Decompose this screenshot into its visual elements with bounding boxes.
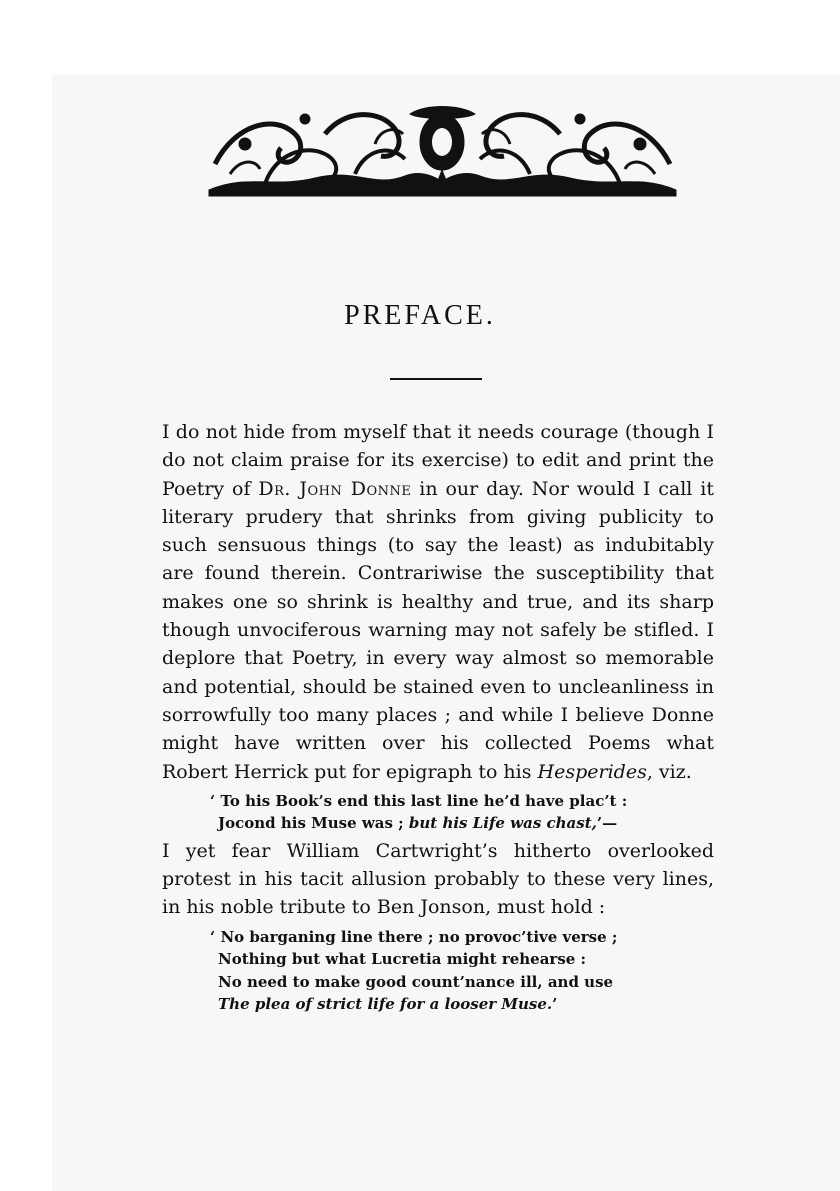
cartwright-line-1: ‘ No barganing line there ; no provoc’tive verse ; [210,927,618,946]
book-title-hesperides: Hesperides [537,760,647,783]
cartwright-line-4-italic: The plea of strict life for a looser Muse. [218,995,553,1014]
epigraph-line-1: ‘ To his Book’s end this last line he’d have plac’t : [210,791,628,810]
author-name: Dr. John Donne [258,477,412,500]
epigraph-quote [210,790,714,835]
title-divider-rule [390,378,482,380]
cartwright-line-4 [210,993,714,1016]
floral-headpiece-ornament [205,104,680,200]
paragraph-1-text-a: I do not hide from myself that it needs courage (though I do not claim praise for its exercise) to edit and print the Poetry of [162,421,714,500]
cartwright-quote [210,926,714,1016]
epigraph-line-2 [210,812,714,835]
paragraph-1-end: , viz. [646,760,692,783]
paragraph-1-text-b: in our day. Nor would I call it literary prudery that shrinks from giving publicity to such sensuous things (to say the least) as indubitably are found therein. Contrariwise the susceptibility that makes one so shrink is healthy and true, and its sharp though unvociferous warning may not safely be stifled. I deplore that Poetry, in every way almost so memorable and potential, should be stained even to uncleanliness in sorrowfully too many places ; and while I believe Donne might have written over his collected Poems what Robert Herrick put for epigraph to his [162,477,714,783]
epigraph-line-2-italic: but his Life was chast, [408,814,597,833]
epigraph-line-2-plain: Jocond his Muse was ; [218,814,409,833]
cartwright-line-4-end: ’ [552,995,558,1014]
page-title: PREFACE. [344,300,496,331]
cartwright-line-2: Nothing but what Lucretia might rehearse : [218,950,587,969]
cartwright-line-3: No need to make good count’nance ill, and use [218,972,614,991]
epigraph-line-2-end: ’— [596,814,618,833]
preface-body [162,418,714,1018]
paragraph-1 [162,418,714,786]
paragraph-2: I yet fear William Cartwright’s hitherto overlooked protest in his tacit allusion probably to these very lines, in his noble tribute to Ben Jonson, must hold : [162,839,714,919]
